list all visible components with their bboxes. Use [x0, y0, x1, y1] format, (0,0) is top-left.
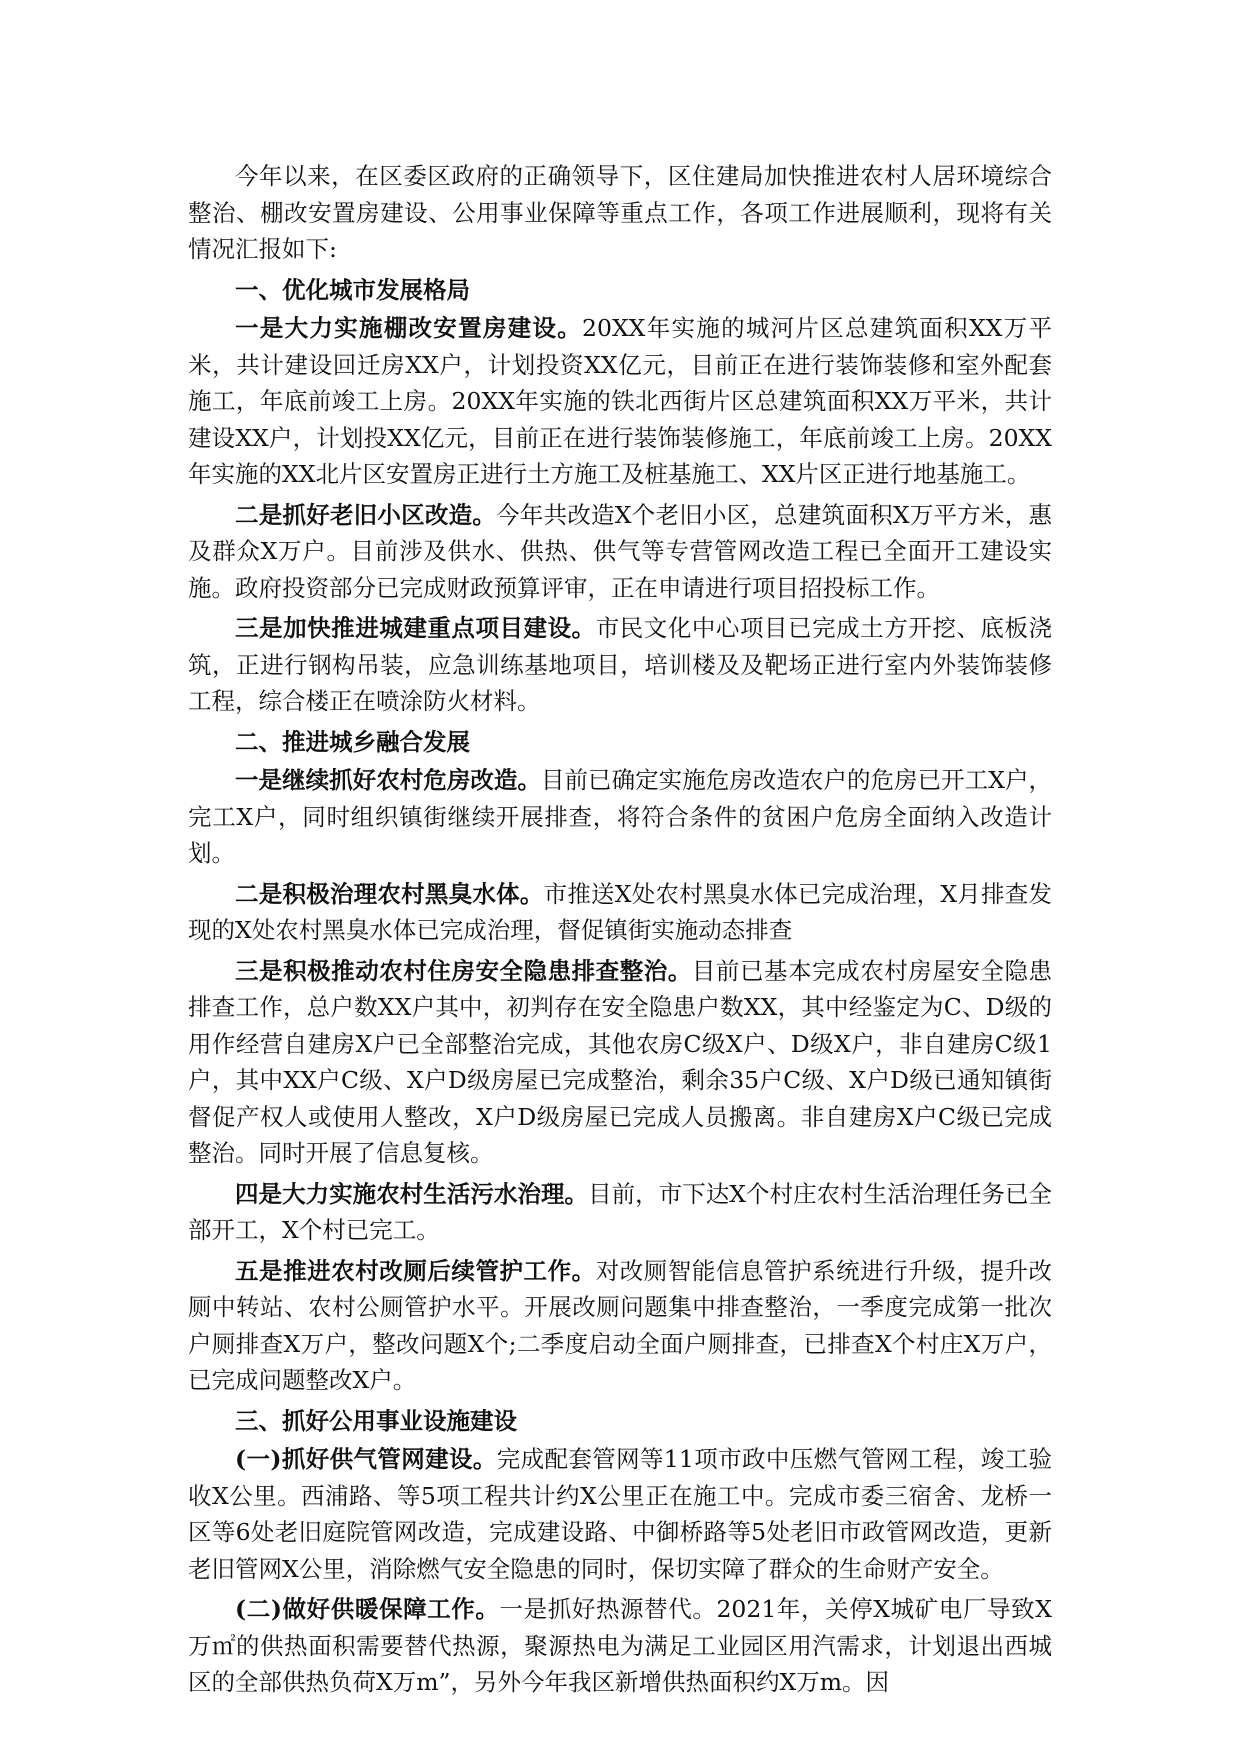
paragraph-body: 对改厕智能信息管护系统进行升级，提升改厕中转站、农村公厕管护水平。开展改厕问题集中排查整治，一季度完成第一批次户厕排查X万户，整改问题X个;二季度启动全面户厕排查，已排查X个村庄X万户，已完成问题整改X户。 [188, 1256, 1053, 1394]
section-heading: 一、优化城市发展格局 [235, 275, 470, 304]
paragraph [188, 1591, 1052, 1701]
paragraph-lead: 三是积极推动农村住房安全隐患排查整治。 [235, 956, 692, 985]
paragraph-body: 目前已确定实施危房改造农户的危房已开工X户，完工X户，同时组织镇街继续开展排查，将符合条件的贫困户危房全面纳入改造计划。 [188, 766, 1052, 867]
paragraph-body: 市民文化中心项目已完成土方开挖、底板浇筑，正进行钢构吊装，应急训练基地项目，培训楼及及靶场正进行室内外装饰装修工程，综合楼正在喷涂防火材料。 [188, 614, 1053, 715]
paragraph-lead: 二是抓好老旧小区改造。 [235, 500, 497, 529]
paragraph-body: 今年共改造X个老旧小区，总建筑面积X万平方米，惠及群众X万户。目前涉及供水、供热、供气等专营管网改造工程已全面开工建设实施。政府投资部分已完成财政预算评审，正在申请进行项目招投标工作。 [188, 500, 1053, 602]
paragraph [188, 876, 1052, 949]
paragraph-lead: 一是大力实施棚改安置房建设。 [235, 314, 583, 342]
paragraph-body: 一是抓好热源替代。2021年，关停X城矿电厂导致X万㎡的供热面积需要替代热源，聚源热电为满足工业园区用汽需求，计划退出西城区的全部供热负荷X万m”，另外今年我区新增供热面积约X万m。因 [188, 1595, 1052, 1696]
paragraph-body: 目前，市下达X个村庄农村生活治理任务已全部开工，X个村已完工。 [188, 1179, 1052, 1244]
intro-paragraph: 今年以来，在区委区政府的正确领导下，区住建局加快推进农村人居环境综合整治、棚改安置房建设、公用事业保障等重点工作，各项工作进展顺利，现将有关情况汇报如下: [188, 162, 1052, 263]
paragraph-body: 目前已基本完成农村房屋安全隐患排查工作，总户数XX户其中，初判存在安全隐患户数XX，其中经鉴定为C、D级的用作经营自建房X户已全部整治完成，其他农房C级X户、D级X户，非自建房C级1户，其中XX户C级、X户D级房屋已完成整治，剩余35户C级、X户D级已通知镇街督促产权人或使用人整改，X户D级房屋已完成人员搬离。非自建房X户C级已完成整治。同时开展了信息复核。 [188, 956, 1053, 1167]
paragraph-lead: 一是继续抓好农村危房改造。 [235, 766, 541, 794]
paragraph-body: 完成配套管网等11项市政中压燃气管网工程，竣工验收X公里。西浦路、等5项工程共计约X公里正在施工中。完成市委三宿舍、龙桥一区等6处老旧庭院管网改造，完成建设路、中御桥路等5处老旧市政管网改造，更新老旧管网X公里，消除燃气安全隐患的同时，保切实障了群众的生命财产安全。 [188, 1445, 1052, 1583]
paragraph-lead: 二是积极治理农村黑臭水体。 [235, 879, 544, 908]
paragraph [188, 1176, 1052, 1249]
paragraph [188, 953, 1052, 1172]
paragraph [188, 1253, 1052, 1399]
paragraph [188, 310, 1052, 493]
paragraph [188, 610, 1052, 720]
paragraph [188, 1441, 1052, 1587]
paragraph-lead: (二)做好供暖保障工作。 [235, 1595, 500, 1623]
paragraph-lead: 四是大力实施农村生活污水治理。 [235, 1179, 589, 1208]
paragraph [188, 497, 1052, 607]
section-heading: 三、抓好公用事业设施建设 [235, 1406, 517, 1435]
paragraph [188, 762, 1052, 872]
paragraph-lead: 五是推进农村改厕后续管护工作。 [235, 1256, 596, 1285]
paragraph-lead: (一)抓好供气管网建设。 [235, 1445, 497, 1473]
section-heading: 二、推进城乡融合发展 [235, 727, 470, 756]
paragraph-lead: 三是加快推进城建重点项目建设。 [235, 614, 596, 642]
paragraph-body: 20XX年实施的城河片区总建筑面积XX万平米，共计建设回迁房XX户，计划投资XX亿元，目前正在进行装饰装修和室外配套施工，年底前竣工上房。20XX年实施的铁北西街片区总建筑面积XX万平米，共计建设XX户，计划投XX亿元，目前正在进行装饰装修施工，年底前竣工上房。20XX年实施的XX北片区安置房正进行土方施工及桩基施工、XX片区正进行地基施工。 [188, 314, 1052, 488]
document-body [188, 158, 1052, 1705]
paragraph-body: 市推送X处农村黑臭水体已完成治理，X月排查发现的X处农村黑臭水体已完成治理，督促镇街实施动态排查 [188, 879, 1052, 944]
